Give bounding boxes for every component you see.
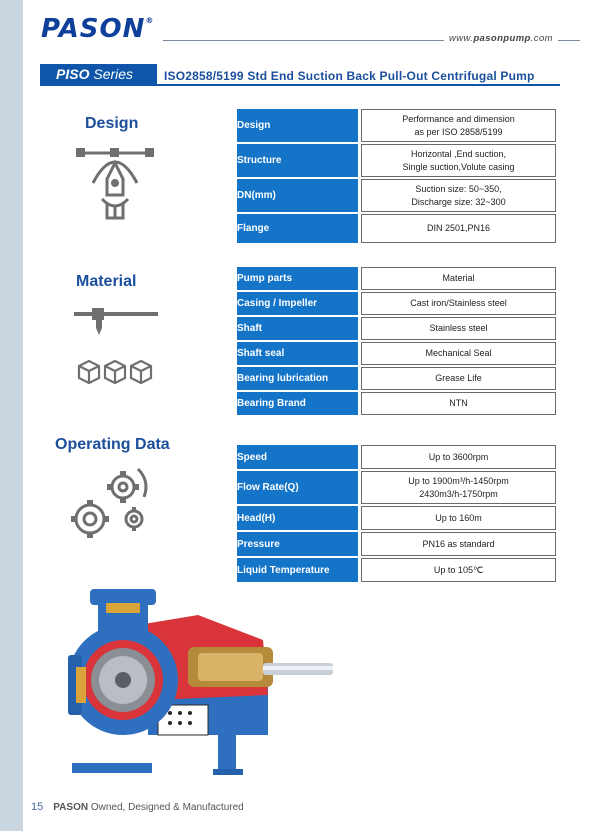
spec-key: Head(H)	[237, 506, 358, 530]
spec-value: DIN 2501,PN16	[361, 214, 556, 243]
spec-key: Casing / Impeller	[237, 292, 358, 315]
spec-value: Up to 160m	[361, 506, 556, 530]
header-rule	[163, 40, 444, 41]
spec-key: Pressure	[237, 532, 358, 556]
series-badge: PISO Series	[40, 64, 157, 84]
page-number: 15	[31, 801, 44, 813]
spec-value: Up to 1900m³/h-1450rpm 2430m3/h-1750rpm	[361, 471, 556, 504]
spec-key: Structure	[237, 144, 358, 177]
spec-key: Pump parts	[237, 267, 358, 290]
material-table	[237, 265, 556, 417]
title-rule	[40, 84, 560, 86]
sidebar-strip	[0, 0, 23, 831]
spec-key: Bearing Brand	[237, 392, 358, 415]
spec-value: Stainless steel	[361, 317, 556, 340]
spec-value: Material	[361, 267, 556, 290]
operating-table	[237, 443, 556, 584]
spec-key: Shaft	[237, 317, 358, 340]
page-footer: 15 PASON Owned, Designed & Manufactured	[31, 801, 244, 813]
cubes-icon	[76, 358, 158, 386]
material-heading: Material	[76, 273, 137, 290]
spec-value: Performance and dimension as per ISO 2858/5199	[361, 109, 556, 142]
gears-icon	[68, 463, 152, 545]
spec-value: PN16 as standard	[361, 532, 556, 556]
spec-value: Up to 3600rpm	[361, 445, 556, 469]
spec-value: Up to 105℃	[361, 558, 556, 582]
operating-heading: Operating Data	[55, 436, 170, 453]
brand-logo: PASON®	[41, 14, 155, 44]
page-subtitle: ISO2858/5199 Std End Suction Back Pull-Out Centrifugal Pump	[164, 69, 535, 83]
spec-value: Suction size: 50~350, Discharge size: 32~300	[361, 179, 556, 212]
website-url[interactable]: www.pasonpump.com	[449, 33, 553, 44]
design-table	[237, 107, 556, 245]
spec-value: Mechanical Seal	[361, 342, 556, 365]
spec-key: Flow Rate(Q)	[237, 471, 358, 504]
spec-value: Grease Life	[361, 367, 556, 390]
spec-key: Liquid Temperature	[237, 558, 358, 582]
pump-cutaway-image	[68, 585, 343, 790]
spec-key: Speed	[237, 445, 358, 469]
spec-key: DN(mm)	[237, 179, 358, 212]
spec-key: Flange	[237, 214, 358, 243]
design-heading: Design	[85, 115, 139, 132]
spec-value: Cast iron/Stainless steel	[361, 292, 556, 315]
spec-key: Bearing lubrication	[237, 367, 358, 390]
spec-key: Shaft seal	[237, 342, 358, 365]
pen-tool-icon	[73, 143, 158, 228]
header-rule-right	[558, 40, 580, 41]
spec-value: Horizontal ,End suction, Single suction,Volute casing	[361, 144, 556, 177]
spec-value: NTN	[361, 392, 556, 415]
caliper-icon	[74, 306, 158, 336]
spec-key: Design	[237, 109, 358, 142]
